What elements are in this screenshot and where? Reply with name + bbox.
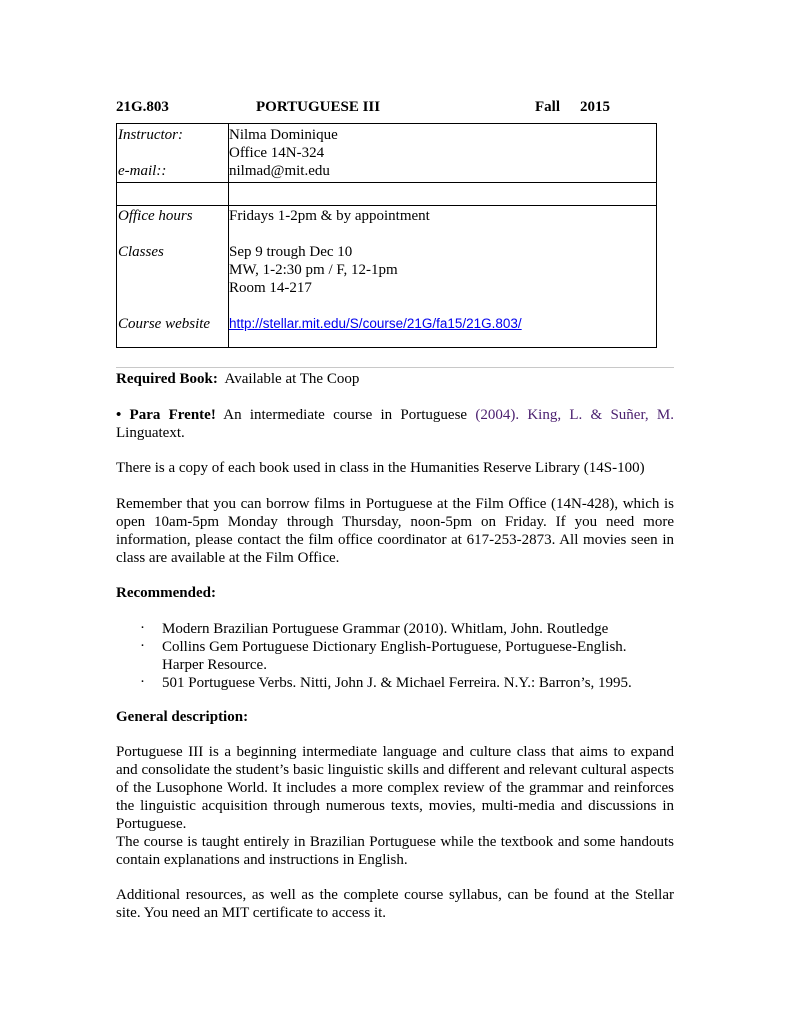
section-divider (116, 367, 674, 368)
required-book-heading: Required Book: (116, 371, 218, 387)
reserve-paragraph: There is a copy of each book used in class in the Humanities Reserve Library (14S-100) (116, 460, 645, 476)
course-title: PORTUGUESE III (256, 99, 381, 115)
required-book-text: Available at The Coop (224, 371, 360, 387)
website-label: Course website (118, 316, 211, 332)
course-term: Fall (535, 99, 560, 115)
table-rule (117, 182, 656, 183)
list-item: 501 Portuguese Verbs. Nitti, John J. & Michael Ferreira. N.Y.: Barron’s, 1995. (162, 675, 632, 691)
instructor-label: Instructor: (118, 127, 183, 143)
office-hours-label: Office hours (118, 208, 193, 224)
table-rule (117, 205, 656, 206)
bullet-marker: • (116, 407, 122, 423)
course-year: 2015 (580, 99, 610, 115)
instructor-name: Nilma Dominique (229, 127, 338, 143)
info-table (116, 123, 657, 348)
classes-dates: Sep 9 trough Dec 10 (229, 244, 353, 260)
list-bullet: · (140, 674, 145, 690)
required-book-line (116, 370, 674, 388)
instructor-email[interactable]: nilmad@mit.edu (229, 163, 330, 179)
classes-room: Room 14-217 (229, 280, 312, 296)
book-description: An intermediate course in Portuguese (223, 407, 468, 423)
recommended-heading: Recommended: (116, 585, 216, 601)
general-description-heading: General description: (116, 709, 249, 725)
email-label: e-mail:: (118, 163, 167, 179)
films-paragraph: Remember that you can borrow films in Portuguese at the Film Office (14N-428), which is open 10am-5pm Monday through Thursday, noon-5pm on Friday. If you need more information, please contact the film office coordinator at 617-253-2873. All movies seen in class are available at the Film Office. (116, 496, 674, 566)
book-authors: (2004). King, L. & Suñer, M. (475, 407, 674, 423)
office-hours-value: Fridays 1-2pm & by appointment (229, 208, 430, 224)
classes-times: MW, 1-2:30 pm / F, 12-1pm (229, 262, 398, 278)
book-title: Para Frente! (129, 407, 216, 423)
list-item: Collins Gem Portuguese Dictionary English-Portuguese, Portuguese-English. Harper Resource. (162, 639, 627, 673)
book-publisher: Linguatext. (116, 425, 185, 441)
list-bullet: · (140, 638, 145, 654)
description-paragraph: The course is taught entirely in Brazilian Portuguese while the textbook and some handouts contain explanations and instructions in English. (116, 834, 674, 868)
instructor-office: Office 14N-324 (229, 145, 325, 161)
list-bullet: · (140, 620, 145, 636)
required-book-entry (116, 406, 674, 442)
classes-label: Classes (118, 244, 164, 260)
course-header (116, 99, 657, 119)
description-paragraph: Portuguese III is a beginning intermediate language and culture class that aims to expand and consolidate the student’s basic linguistic skills and different and relevant cultural aspects of the Lusophone World. It includes a more complex review of the grammar and reinforces the linguistic acquisition through numerous texts, movies, multi-media and discussions in Portuguese. (116, 744, 674, 832)
description-paragraph: Additional resources, as well as the complete course syllabus, can be found at the Stellar site. You need an MIT certificate to access it. (116, 887, 674, 921)
course-website-link[interactable]: http://stellar.mit.edu/S/course/21G/fa15/21G.803/ (229, 316, 522, 331)
course-number: 21G.803 (116, 99, 169, 115)
list-item: Modern Brazilian Portuguese Grammar (2010). Whitlam, John. Routledge (162, 621, 609, 637)
